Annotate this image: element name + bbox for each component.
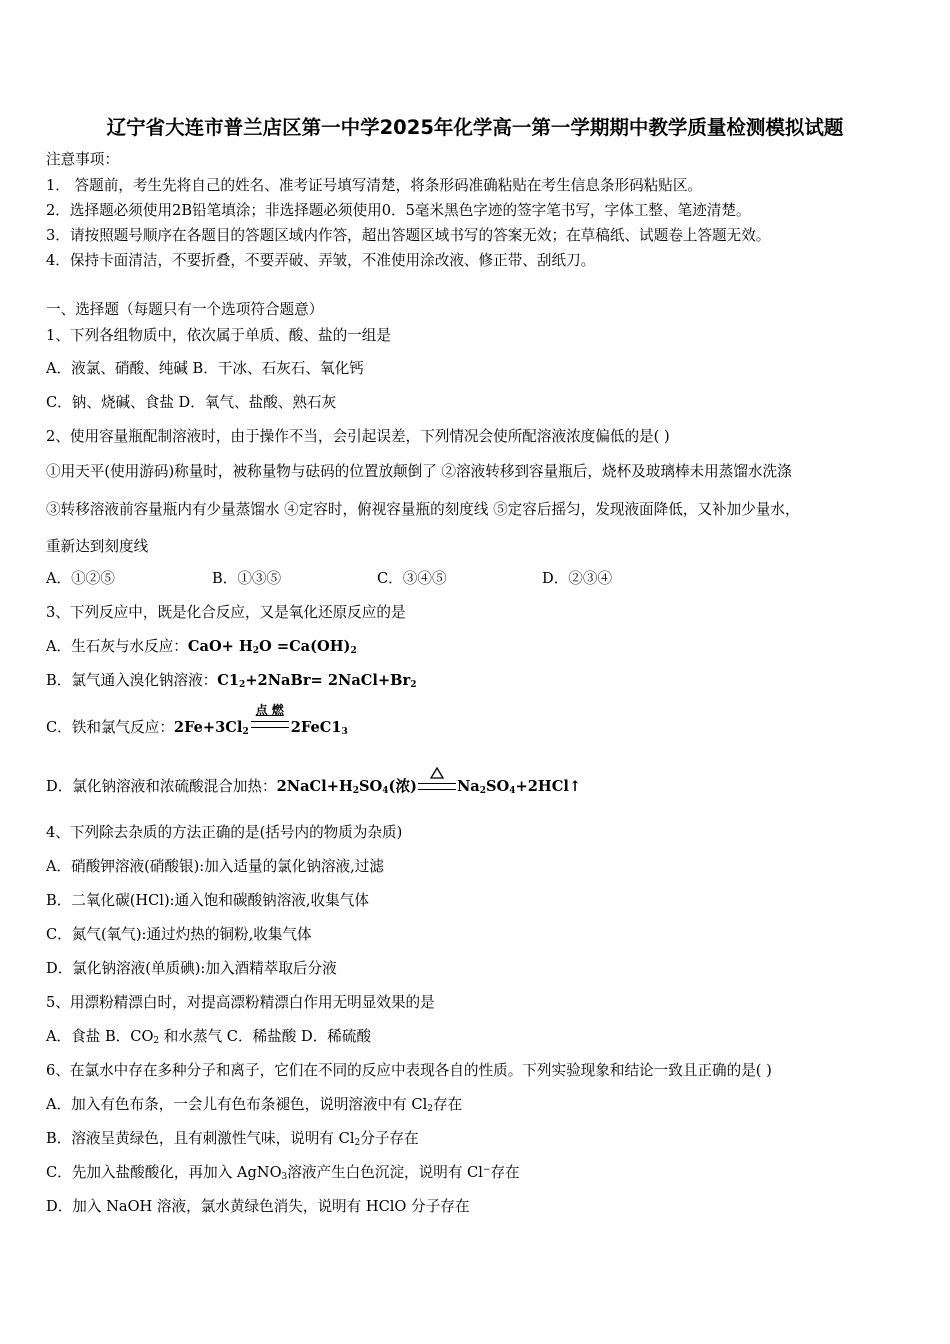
- notice-item-2: 2．选择题必须使用2B铅笔填涂；非选择题必须使用0．5毫米黑色字迹的签字笔书写，字体工整、笔迹清楚。: [46, 202, 751, 219]
- ignition-condition-arrow: [249, 703, 291, 738]
- question-4-option-a: A．硝酸钾溶液(硝酸银):加入适量的氯化钠溶液,过滤: [46, 858, 384, 875]
- section-heading: 一、选择题（每题只有一个选项符合题意）: [46, 301, 324, 318]
- eq-subscript: 2: [239, 680, 246, 690]
- eq-part: SO: [486, 778, 510, 795]
- double-bar: [418, 783, 456, 790]
- question-3-option-b: [46, 671, 416, 691]
- eq-part: O =Ca(OH): [259, 638, 351, 655]
- heating-condition-arrow: [417, 777, 457, 797]
- question-6-stem: 6、在氯水中存在多种分子和离子，它们在不同的反应中表现各自的性质。下列实验现象和结论一致且正确的是( ): [46, 1062, 772, 1079]
- question-1-stem: 1、下列各组物质中，依次属于单质、酸、盐的一组是: [46, 327, 391, 344]
- notice-item-3: 3．请按照题号顺序在各题目的答题区域内作答，超出答题区域书写的答案无效；在草稿纸、试题卷上答题无效。: [46, 227, 771, 244]
- question-2-option-d: D．②③④: [542, 570, 613, 587]
- question-5-options: [46, 1027, 371, 1047]
- subscript: 2: [354, 1138, 361, 1148]
- option-a-equation: [188, 638, 357, 655]
- eq-part: 2FeC1: [290, 719, 342, 736]
- double-bar: [251, 721, 289, 728]
- option-c-label: C．铁和氯气反应：: [46, 719, 174, 736]
- option-text: A．加入有色布条，一会儿有色布条褪色，说明溶液中有 Cl: [46, 1096, 428, 1113]
- eq-part: +2HCl↑: [515, 778, 582, 795]
- question-2-condition-line-1: ①用天平(使用游码)称量时，被称量物与砝码的位置放颠倒了 ②溶液转移到容量瓶后，烧杯及玻璃棒未用蒸馏水洗涤: [46, 463, 792, 480]
- option-b-equation: [217, 672, 416, 689]
- notice-item-1: 1． 答题前，考生先将自己的姓名、准考证号填写清楚，将条形码准确粘贴在考生信息条形码粘贴区。: [46, 177, 703, 194]
- page-title: 辽宁省大连市普兰店区第一中学2025年化学高一第一学期期中教学质量检测模拟试题: [106, 116, 844, 139]
- option-text: 存在: [490, 1164, 520, 1181]
- question-1-options-ab: A．液氯、硝酸、纯碱 B．干冰、石灰石、氧化钙: [46, 360, 364, 377]
- option-c-equation: [173, 703, 348, 737]
- eq-subscript: 2: [350, 646, 357, 656]
- question-6-option-b: [46, 1129, 419, 1149]
- question-2-condition-line-2: ③转移溶液前容量瓶内有少量蒸馏水 ④定容时，俯视容量瓶的刻度线 ⑤定容后摇匀，发现液面降低，又补加少量水，: [46, 501, 800, 518]
- question-6-option-c: [46, 1163, 520, 1183]
- eq-part: C1: [217, 672, 240, 689]
- question-2-condition-line-3: 重新达到刻度线: [46, 538, 149, 555]
- question-2-option-a: A．①②⑤: [46, 570, 115, 587]
- eq-part: Na: [456, 778, 480, 795]
- eq-subscript: 4: [382, 786, 389, 796]
- option-text: 分子存在: [360, 1130, 419, 1147]
- eq-subscript: 2: [242, 727, 249, 737]
- eq-subscript: 2: [479, 786, 487, 796]
- question-4-option-b: B．二氧化碳(HCl):通入饱和碳酸钠溶液,收集气体: [46, 892, 369, 909]
- question-4-option-d: D．氯化钠溶液(单质碘):加入酒精萃取后分液: [46, 960, 337, 977]
- option-d-label: D．氯化钠溶液和浓硫酸混合加热：: [46, 778, 277, 795]
- question-2-option-b: B．①③⑤: [212, 570, 282, 587]
- eq-subscript: 2: [410, 680, 417, 690]
- notice-item-4: 4．保持卡面清洁，不要折叠，不要弄破、弄皱，不准使用涂改液、修正带、刮纸刀。: [46, 252, 596, 269]
- option-a-label: A．生石灰与水反应：: [46, 638, 188, 655]
- superscript: −: [482, 1165, 491, 1175]
- subscript: 2: [427, 1104, 433, 1114]
- option-b-label: B．氯气通入溴化钠溶液：: [46, 672, 218, 689]
- question-3-option-c: [46, 703, 348, 738]
- notice-heading: 注意事项：: [46, 151, 119, 168]
- condition-label: 点 燃: [255, 703, 284, 717]
- subscript: 2: [153, 1036, 160, 1046]
- eq-part: 2Fe+3Cl: [173, 719, 243, 736]
- eq-part: +2NaBr= 2NaCl+Br: [245, 672, 411, 689]
- eq-part: (浓): [388, 778, 417, 795]
- options-text: 和水蒸气 C．稀盐酸 D．稀硫酸: [159, 1028, 372, 1045]
- question-3-stem: 3、下列反应中，既是化合反应，又是氧化还原反应的是: [46, 604, 406, 621]
- option-text: 存在: [433, 1096, 463, 1113]
- option-text: 溶液产生白色沉淀，说明有 Cl: [287, 1164, 483, 1181]
- question-2-option-c: C．③④⑤: [377, 570, 447, 587]
- heat-triangle-icon: [430, 767, 444, 779]
- question-3-option-a: [46, 637, 357, 657]
- question-2-stem: 2、使用容量瓶配制溶液时，由于操作不当，会引起误差，下列情况会使所配溶液浓度偏低的是( ): [46, 428, 670, 445]
- question-6-option-d: D．加入 NaOH 溶液，氯水黄绿色消失，说明有 HClO 分子存在: [46, 1198, 470, 1215]
- option-d-equation: [277, 778, 582, 795]
- options-text: A．食盐 B．CO: [46, 1028, 154, 1045]
- question-3-option-d: [46, 777, 581, 797]
- question-5-stem: 5、用漂粉精漂白时，对提高漂粉精漂白作用无明显效果的是: [46, 994, 435, 1011]
- eq-subscript: 2: [352, 786, 360, 796]
- option-text: B．溶液呈黄绿色，且有刺激性气味，说明有 Cl: [46, 1130, 355, 1147]
- question-4-stem: 4、下列除去杂质的方法正确的是(括号内的物质为杂质): [46, 824, 403, 841]
- eq-part: 2NaCl+H: [276, 778, 353, 795]
- question-1-options-cd: C．钠、烧碱、食盐 D．氧气、盐酸、熟石灰: [46, 394, 337, 411]
- eq-subscript: 4: [509, 786, 516, 796]
- eq-subscript: 3: [341, 727, 348, 737]
- eq-part: SO: [359, 778, 383, 795]
- option-text: C．先加入盐酸酸化，再加入 AgNO: [46, 1164, 282, 1181]
- question-6-option-a: [46, 1095, 462, 1115]
- subscript: 3: [281, 1172, 288, 1182]
- eq-part: CaO+ H: [187, 638, 253, 655]
- question-4-option-c: C．氮气(氧气):通过灼热的铜粉,收集气体: [46, 926, 312, 943]
- eq-subscript: 2: [252, 646, 260, 656]
